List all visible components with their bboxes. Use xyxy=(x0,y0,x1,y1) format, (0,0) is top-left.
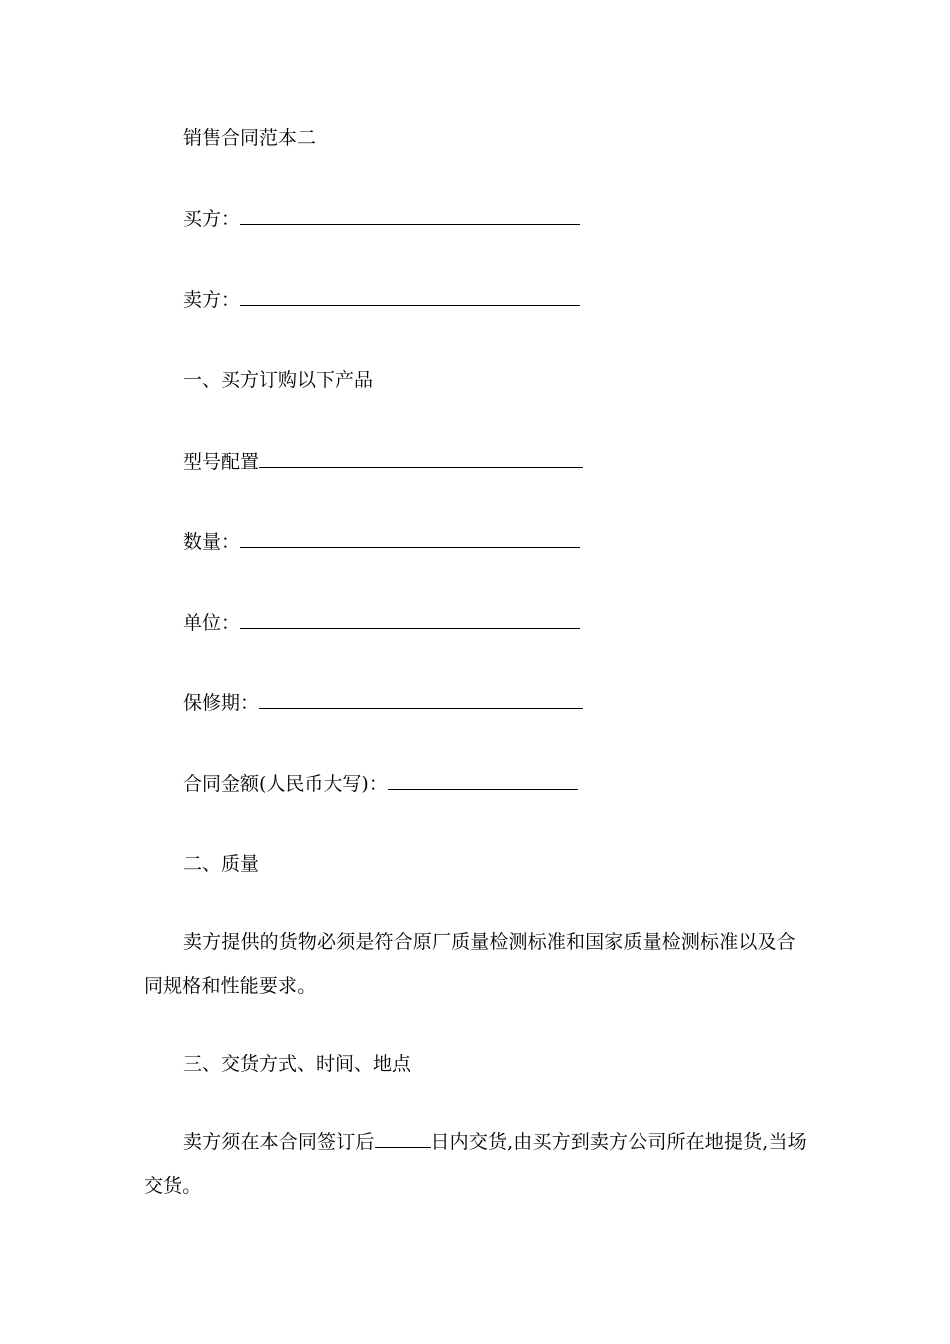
model-field xyxy=(183,449,583,474)
seller-field xyxy=(183,287,580,312)
buyer-blank xyxy=(240,206,580,225)
seller-blank xyxy=(240,287,580,306)
warranty-blank xyxy=(259,690,583,709)
warranty-label: 保修期： xyxy=(183,692,260,714)
seller-label: 卖方： xyxy=(183,289,241,311)
quantity-blank xyxy=(240,529,580,548)
delivery-text-after: 日内交货,由买方到卖方公司所在地提货,当场交货。 xyxy=(144,1131,807,1197)
section1-heading: 一、买方订购以下产品 xyxy=(183,369,374,391)
amount-field xyxy=(183,771,578,796)
quality-paragraph: 卖方提供的货物必须是符合原厂质量检测标准和国家质量检测标准以及合同规格和性能要求。 xyxy=(144,931,796,997)
section3-heading: 三、交货方式、时间、地点 xyxy=(183,1053,412,1075)
model-blank xyxy=(259,449,583,468)
amount-label: 合同金额(人民币大写)： xyxy=(183,773,388,795)
buyer-field xyxy=(183,206,580,231)
section2-heading: 二、质量 xyxy=(183,853,260,875)
delivery-days-blank xyxy=(375,1129,431,1148)
warranty-field xyxy=(183,690,583,715)
quantity-label: 数量： xyxy=(183,531,241,553)
delivery-text-before: 卖方须在本合同签订后 xyxy=(183,1131,375,1153)
document-title: 销售合同范本二 xyxy=(183,127,317,149)
unit-field xyxy=(183,610,580,635)
unit-label: 单位： xyxy=(183,612,241,634)
buyer-label: 买方： xyxy=(183,208,241,230)
model-label: 型号配置 xyxy=(183,451,260,473)
quantity-field xyxy=(183,529,580,554)
amount-blank xyxy=(388,771,578,790)
delivery-paragraph xyxy=(144,1120,814,1208)
unit-blank xyxy=(240,610,580,629)
